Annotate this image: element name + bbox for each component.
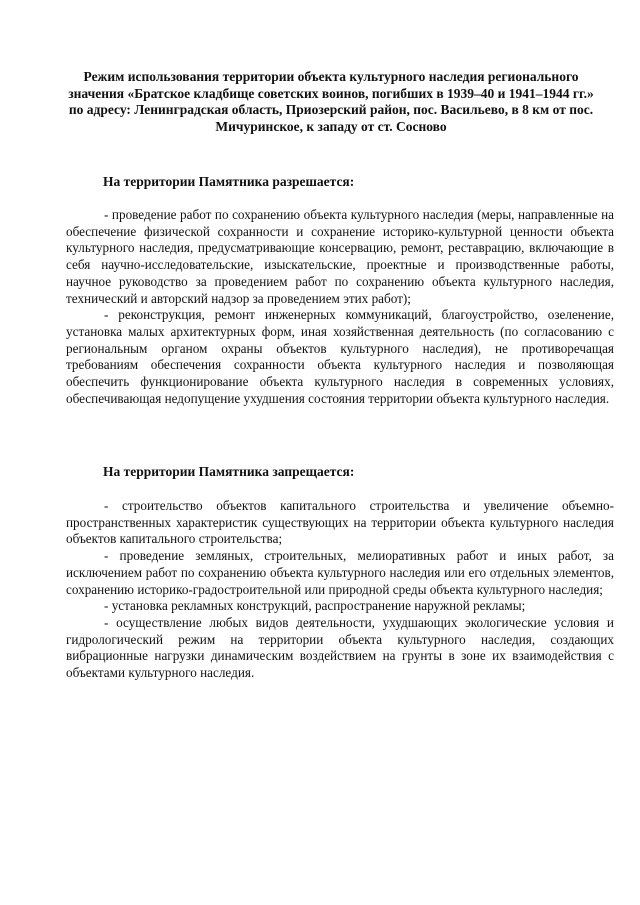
- allowed-paragraph-preservation-works: - проведение работ по сохранению объекта культурного наследия (меры, направленные на обеспечение физической сохранности и сохранение историко-культурной ценности объекта культурного наследия, предусматривающие консервацию, ремонт, реставрацию, включающие в себя научно-исследовательские, изыскательские, проектные и производственные работы, научное руководство за проведением работ по сохранению объекта культурного наследия, технический и авторский надзор за проведением этих работ);: [66, 207, 614, 306]
- forbidden-section-heading: На территории Памятника запрещается:: [103, 464, 355, 479]
- allowed-section-heading: На территории Памятника разрешается:: [103, 174, 355, 189]
- forbidden-paragraph-advertising: - установка рекламных конструкций, распространение наружной рекламы;: [104, 598, 526, 614]
- allowed-paragraph-reconstruction-and-improvement: - реконструкция, ремонт инженерных коммуникаций, благоустройство, озеленение, установка малых архитектурных форм, иная хозяйственная деятельность (по согласованию с региональным органом охраны объектов культурного наследия), не противоречащая требованиям обеспечения сохранности объекта культурного наследия и позволяющая обеспечить функционирование объекта культурного наследия в современных условиях, обеспечивающая недопущение ухудшения состояния территории объекта культурного наследия.: [66, 307, 614, 406]
- allowed-section-body: [66, 207, 614, 407]
- forbidden-paragraph-environmental-harm: - осуществление любых видов деятельности, ухудшающих экологические условия и гидрологический режим на территории объекта культурного наследия, создающих вибрационные нагрузки динамическим воздействием на грунты в зоне их взаимодействия с объектами культурного наследия.: [66, 614, 614, 681]
- forbidden-paragraph-capital-construction: - строительство объектов капитального строительства и увеличение объемно-пространственных характеристик существующих на территории объекта культурного наследия объектов капитального строительства;: [66, 498, 614, 547]
- forbidden-paragraph-earthworks: - проведение земляных, строительных, мелиоративных работ и иных работ, за исключением работ по сохранению объекта культурного наследия или его отдельных элементов, сохранению историко-градостроительной или природной среды объекта культурного наследия;: [66, 548, 614, 597]
- document-title: Режим использования территории объекта культурного наследия регионального значения «Братское кладбище советских воинов, погибших в 1939–40 и 1941–1944 гг.» по адресу: Ленинградская область, Приозерский район, пос. Васильево, в 8 км от пос. Мичуринское, к западу от ст. Сосново: [68, 69, 594, 134]
- forbidden-section-body: [66, 498, 614, 682]
